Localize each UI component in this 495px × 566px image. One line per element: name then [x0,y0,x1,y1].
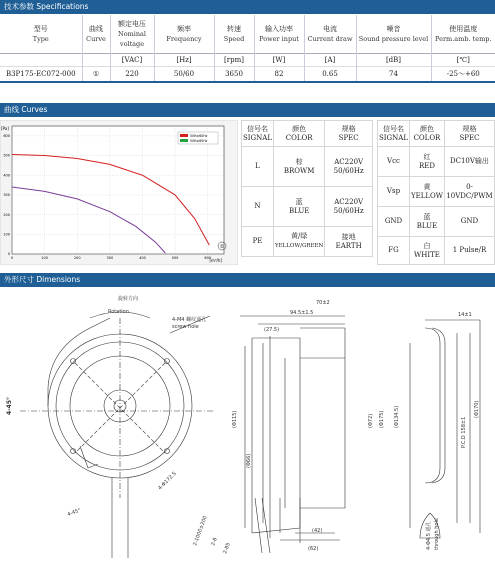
color-header-en: COLOR [285,133,313,142]
wire-spec: AC220V [334,157,364,166]
value-power: 82 [254,66,304,82]
wire-spec: AC220V [334,197,364,206]
header-current-en: Current draw [307,34,353,43]
performance-chart [0,120,238,265]
wire-color-cn: 黄 [423,182,431,191]
y-tick-label: 500 [3,153,10,158]
x-tick-label: 0 [10,256,14,260]
wire-color-cn: 白 [423,241,431,250]
dim-d115: (Φ115) [232,410,238,428]
x-tick-label: 500 [171,256,179,260]
header-noise-cn: 噪音 [386,24,401,33]
wire-spec-2: EARTH [335,241,362,250]
dim-27-5: (27.5) [264,327,280,333]
hole-label-cn: 4-Φ4.5 通孔 [426,521,432,550]
signal-name: N [242,187,274,227]
wire-color-cn: 蓝 [423,212,431,221]
wire-spec: DC10V输出 [444,147,494,177]
y-tick-label: 0 [7,252,10,257]
dim-62: (62) [308,546,319,552]
unit-cell: [dB] [356,53,431,66]
wire-color-cn: 蓝 [295,197,303,206]
wire-color-cn: 棕 [295,157,303,166]
dim-94-5: 94.5±1.5 [290,310,314,316]
wire-color-cn: 红 [423,152,431,161]
rotation-label-en: Rotation [108,309,129,315]
unit-cell: [W] [254,53,304,66]
value-frequency: 50/60 [154,66,214,82]
header-type-cn: 型号 [33,24,48,33]
value-type: B3P175-EC072-000 [0,66,82,82]
unit-cell: [℃] [431,53,495,66]
header-temp-cn: 使用温度 [449,24,478,33]
unit-cell: [Hz] [154,53,214,66]
x-tick-label: 400 [139,256,146,260]
header-noise-en: Sound pressure level [358,34,429,43]
screw-hole-label-en: screw hole [172,324,199,330]
legend-entry-2: 50Hz/60Hz [190,139,208,143]
value-voltage: 220 [110,66,154,82]
y-tick-label: 100 [3,232,10,237]
y-tick-label: 200 [3,212,10,217]
header-voltage-cn: 额定电压 [118,19,146,28]
wire-color-en: BLUE [416,221,438,230]
color-header-en: COLOR [413,133,441,142]
wire-spec: 1 Pulse/R [444,237,494,265]
spec-header-en: SPEC [459,133,480,142]
header-voltage-en: Nominal voltage [118,29,146,48]
y-tick-label: 400 [3,173,10,178]
sig-header-en: SIGNAL [379,133,408,142]
wire-color-en: WHITE [414,250,440,259]
dim-d66: (Φ66) [246,453,252,468]
wire-spec-2: 50/60Hz [333,166,364,175]
header-current-cn: 电流 [323,24,337,33]
spec-header-en: SPEC [338,133,359,142]
color-header-cn: 颜色 [292,124,307,133]
rotation-label-cn: 旋转方向 [118,296,139,302]
dim-42: (42) [312,528,323,534]
dim-d134-5: (Φ134.5) [394,405,400,428]
y-tick-label: 600 [3,134,10,139]
spec-table [0,15,495,83]
dim-d175: (Φ175) [379,410,385,428]
header-temp-en: Perm.amb. temp. [435,34,492,43]
cable-strip-label: 2-8 [210,536,219,547]
header-power-cn: 输入功率 [265,24,293,33]
value-curve: ① [82,66,110,82]
wire-color-cn: 黄/绿 [290,232,308,240]
x-tick-label: 100 [41,256,48,260]
header-type-en: Type [32,34,49,43]
angle-label-bottom: 4-45° [66,507,82,518]
sig-header-en: SIGNAL [243,133,272,142]
signal-name: PE [242,227,274,257]
unit-cell [82,53,110,66]
header-frequency-en: Frequency [166,34,202,43]
dim-14: 14±1 [458,312,472,318]
dim-d72: (Φ72) [368,413,374,428]
header-curve-en: Curve [86,34,106,43]
cable-end-label: 2-85 [222,541,232,555]
x-axis-label: [m³/h] [209,258,222,263]
wire-color-en: RED [418,161,435,170]
dims-section-header: 外形尺寸 Dimensions [0,273,495,287]
dimension-drawing [0,288,495,566]
header-curve-cn: 曲线 [89,24,103,33]
curve-label: ① [219,244,225,250]
sig-header-cn: 信号名 [246,124,268,133]
wire-color-en: YELLOW/GREEN [274,243,324,249]
signal-name: FG [378,237,410,265]
screw-hole-label-cn: 4-M4 螺纹通孔 [172,317,207,323]
signal-name: Vsp [378,177,410,207]
unit-cell: [VAC] [110,53,154,66]
value-noise: 74 [356,66,431,82]
wire-spec: GND [444,207,494,237]
value-current: 0.65 [304,66,356,82]
dim-pcd: P.C.D 158±1 [461,416,467,448]
dim-70: 70±2 [316,300,330,306]
header-frequency-cn: 频率 [177,24,191,33]
x-tick-label: 200 [73,256,81,260]
hole-label-en: through hole [434,518,440,550]
spec-header-cn: 规格 [462,124,477,133]
dim-d170: (Φ170) [474,400,480,418]
y-axis-label: [Pa] [1,126,9,131]
unit-cell: [A] [304,53,356,66]
unit-cell: [rpm] [214,53,254,66]
signal-table-left [241,120,373,257]
wire-color-en: BROWM [283,166,315,175]
wire-spec: 0-10VDC/PWM [444,177,494,207]
x-tick-label: 300 [106,256,114,260]
header-speed-cn: 转速 [227,24,241,33]
y-tick-label: 300 [3,193,10,198]
x-tick-label: 600 [204,256,212,260]
wire-spec: 接地 [341,232,356,241]
specs-section-header: 技术参数 Specifications [0,0,495,14]
value-temp: -25～+60 [431,66,495,82]
color-header-cn: 颜色 [419,124,434,133]
wire-spec-2: 50/60Hz [333,206,364,215]
wire-color-en: YELLOW [410,191,443,200]
sig-header-cn: 信号名 [382,124,404,133]
header-speed-en: Speed [223,34,245,43]
angle-label-left: 4-45° [6,396,13,415]
signal-name: GND [378,207,410,237]
cable-length-label: 2-1000±200 [192,515,209,547]
signal-table-right [377,120,495,265]
header-power-en: Power input [259,34,299,43]
signal-name: L [242,147,274,187]
legend-entry-1: 50Hz/60Hz [190,134,208,138]
wire-color-en: BLUE [288,206,310,215]
spec-header-cn: 规格 [341,124,356,133]
value-speed: 3650 [214,66,254,82]
signal-name: Vcc [378,147,410,177]
unit-cell [0,53,82,66]
curves-section-header: 曲线 Curves [0,103,495,117]
diameter-label: 4-Φ172.5 [157,470,178,492]
